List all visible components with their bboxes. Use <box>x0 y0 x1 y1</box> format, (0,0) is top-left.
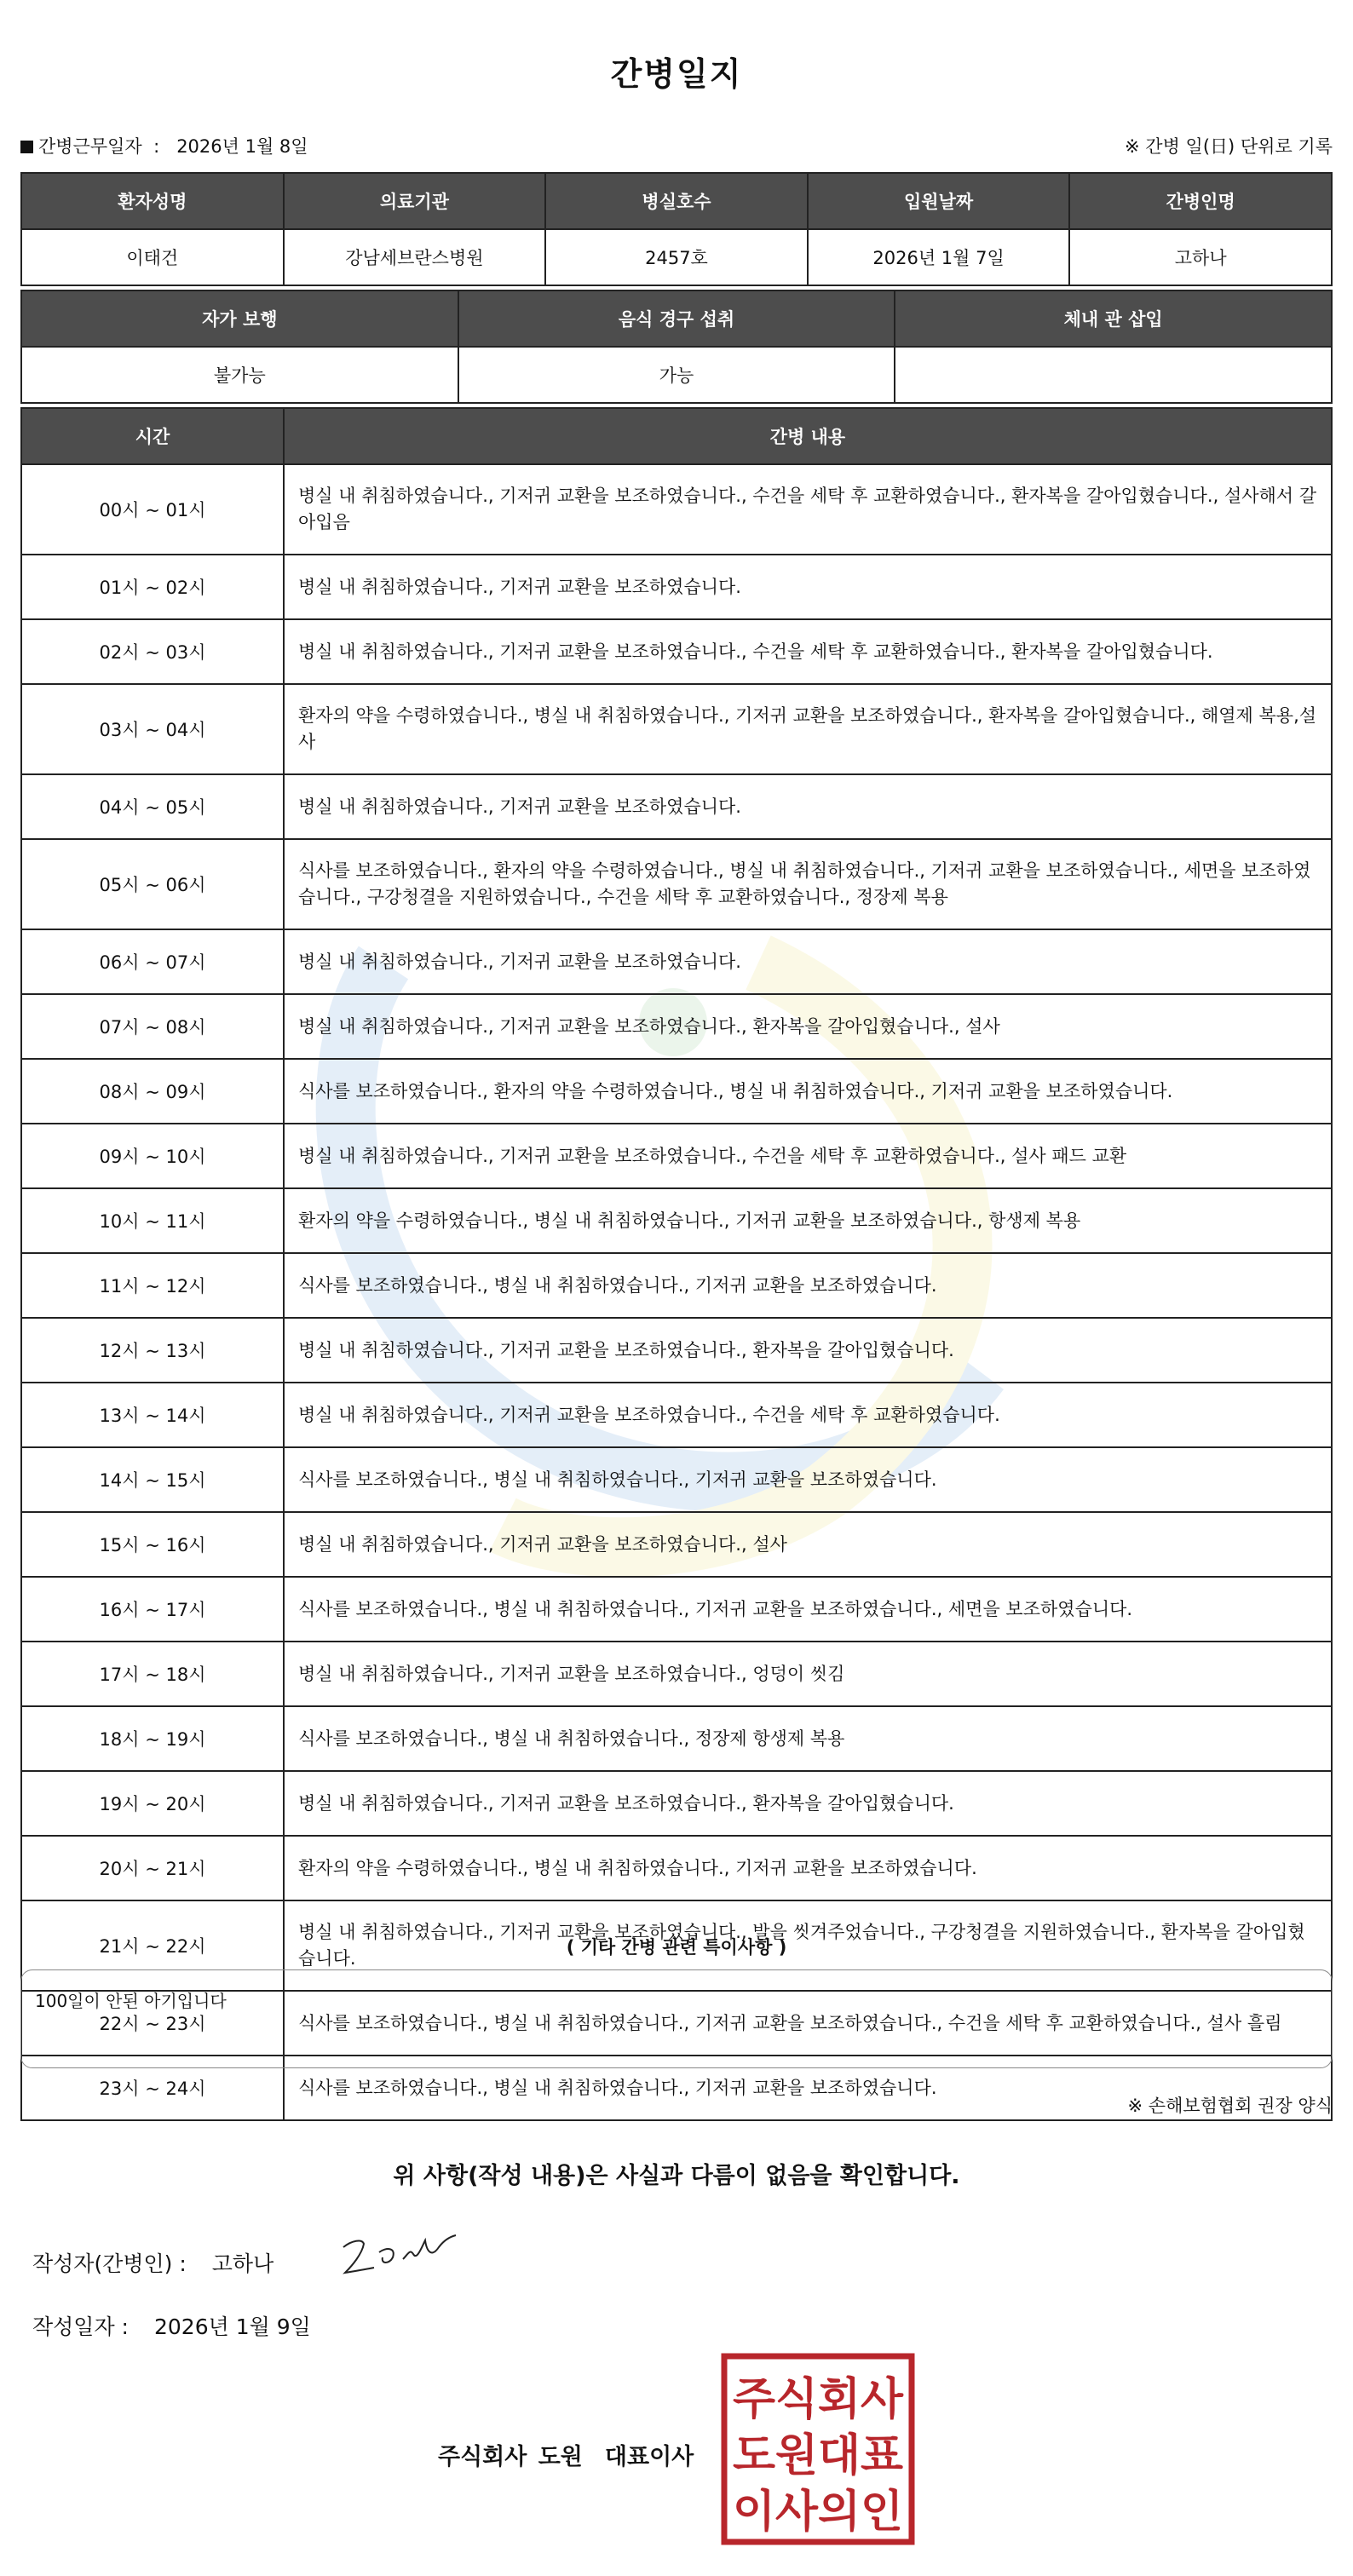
log-row <box>21 994 1332 1059</box>
log-time: 01시 ~ 02시 <box>21 555 284 619</box>
header-caregiver: 간병인명 <box>1069 173 1332 229</box>
log-time: 08시 ~ 09시 <box>21 1059 284 1124</box>
log-content: 식사를 보조하였습니다., 병실 내 취침하였습니다., 기저귀 교환을 보조하였습니다. <box>284 2056 1332 2120</box>
header-time: 시간 <box>21 408 284 464</box>
log-time: 12시 ~ 13시 <box>21 1318 284 1383</box>
caregiver-name: 고하나 <box>1069 229 1332 285</box>
header-care-content: 간병 내용 <box>284 408 1332 464</box>
unit-note: ※ 간병 일(日) 단위로 기록 <box>1125 136 1333 157</box>
log-row <box>21 1124 1332 1188</box>
log-content: 병실 내 취침하였습니다., 기저귀 교환을 보조하였습니다. <box>284 555 1332 619</box>
log-time: 05시 ~ 06시 <box>21 839 284 929</box>
patient-name: 이태건 <box>21 229 284 285</box>
log-row <box>21 1706 1332 1771</box>
page-title: 간병일지 <box>610 55 743 93</box>
log-row <box>21 1318 1332 1383</box>
log-row <box>21 1836 1332 1900</box>
log-row <box>21 1512 1332 1577</box>
log-content: 병실 내 취침하였습니다., 기저귀 교환을 보조하였습니다., 환자복을 갈아입혔습니다. <box>284 1318 1332 1383</box>
log-content: 식사를 보조하였습니다., 환자의 약을 수령하였습니다., 병실 내 취침하였습니다., 기저귀 교환을 보조하였습니다., 세면을 보조하였습니다., 구강청결을 지원하였습니다., 수건을 세탁 후 교환하였습니다., 정장제 복용 <box>284 839 1332 929</box>
self-walking-value: 불가능 <box>21 347 458 403</box>
log-row <box>21 1188 1332 1253</box>
log-time: 11시 ~ 12시 <box>21 1253 284 1318</box>
log-row <box>21 684 1332 774</box>
hospital-name: 강남세브란스병원 <box>284 229 546 285</box>
log-content: 병실 내 취침하였습니다., 기저귀 교환을 보조하였습니다. <box>284 774 1332 839</box>
log-row <box>21 619 1332 684</box>
writer-name: 고하나 <box>211 2251 274 2276</box>
log-row <box>21 774 1332 839</box>
handwritten-signature <box>337 2228 473 2283</box>
log-time: 20시 ~ 21시 <box>21 1836 284 1900</box>
log-content: 병실 내 취침하였습니다., 기저귀 교환을 보조하였습니다., 수건을 세탁 후 교환하였습니다., 환자복을 갈아입혔습니다. <box>284 619 1332 684</box>
log-time: 17시 ~ 18시 <box>21 1642 284 1706</box>
header-tube-insertion: 체내 관 삽입 <box>895 290 1332 347</box>
writing-date-value: 2026년 1월 9일 <box>153 2314 311 2339</box>
log-content: 식사를 보조하였습니다., 병실 내 취침하였습니다., 기저귀 교환을 보조하였습니다. <box>284 1447 1332 1512</box>
admission-date: 2026년 1월 7일 <box>808 229 1070 285</box>
work-date <box>20 133 308 158</box>
svg-text:주식회사: 주식회사 <box>733 2374 904 2425</box>
log-content: 병실 내 취침하였습니다., 기저귀 교환을 보조하였습니다. <box>284 929 1332 994</box>
work-date-value: 2026년 1월 8일 <box>176 136 308 157</box>
patient-status-table <box>20 290 1333 404</box>
tube-insertion-value <box>895 347 1332 403</box>
company-signoff <box>438 2438 694 2471</box>
header-self-walking: 자가 보행 <box>21 290 458 347</box>
log-time: 04시 ~ 05시 <box>21 774 284 839</box>
room-number: 2457호 <box>545 229 808 285</box>
care-log-table <box>20 407 1333 2121</box>
log-content: 병실 내 취침하였습니다., 기저귀 교환을 보조하였습니다., 발을 씻겨주었습니다., 구강청결을 지원하였습니다., 환자복을 갈아입혔습니다. <box>284 1900 1332 1991</box>
log-time: 02시 ~ 03시 <box>21 619 284 684</box>
special-notes-heading: ( 기타 간병 관련 특이사항 ) <box>566 1937 787 1958</box>
log-content: 병실 내 취침하였습니다., 기저귀 교환을 보조하였습니다., 엉덩이 씻김 <box>284 1642 1332 1706</box>
log-time: 18시 ~ 19시 <box>21 1706 284 1771</box>
log-time: 15시 ~ 16시 <box>21 1512 284 1577</box>
log-row <box>21 839 1332 929</box>
confirmation-statement: 위 사항(작성 내용)은 사실과 다름이 없음을 확인합니다. <box>393 2163 960 2189</box>
log-content: 식사를 보조하였습니다., 병실 내 취침하였습니다., 기저귀 교환을 보조하였습니다., 세면을 보조하였습니다. <box>284 1577 1332 1642</box>
log-row <box>21 1059 1332 1124</box>
work-date-label: 간병근무일자 <box>38 136 142 157</box>
log-row <box>21 1447 1332 1512</box>
log-row <box>21 1642 1332 1706</box>
log-content: 병실 내 취침하였습니다., 기저귀 교환을 보조하였습니다., 환자복을 갈아입혔습니다. <box>284 1771 1332 1836</box>
writing-date-line <box>32 2310 311 2341</box>
log-time: 06시 ~ 07시 <box>21 929 284 994</box>
special-notes-box <box>20 1969 1333 2068</box>
recommend-note: ※ 손해보험협회 권장 양식 <box>1127 2096 1333 2116</box>
special-notes-text: 100일이 안된 아기입니다 <box>35 1991 227 2011</box>
writer-label: 작성자(간병인) : <box>32 2251 187 2276</box>
log-content: 병실 내 취침하였습니다., 기저귀 교환을 보조하였습니다., 수건을 세탁 후 교환하였습니다. <box>284 1383 1332 1447</box>
oral-intake-value: 가능 <box>458 347 895 403</box>
writer-line <box>32 2247 273 2278</box>
log-content: 식사를 보조하였습니다., 병실 내 취침하였습니다., 기저귀 교환을 보조하였습니다., 수건을 세탁 후 교환하였습니다., 설사 흘림 <box>284 1991 1332 2056</box>
log-content: 병실 내 취침하였습니다., 기저귀 교환을 보조하였습니다., 수건을 세탁 후 교환하였습니다., 설사 패드 교환 <box>284 1124 1332 1188</box>
work-date-separator: : <box>153 136 160 157</box>
log-row <box>21 1771 1332 1836</box>
log-row <box>21 929 1332 994</box>
log-content: 병실 내 취침하였습니다., 기저귀 교환을 보조하였습니다., 설사 <box>284 1512 1332 1577</box>
log-content: 식사를 보조하였습니다., 병실 내 취침하였습니다., 정장제 항생제 복용 <box>284 1706 1332 1771</box>
log-row <box>21 555 1332 619</box>
log-content: 병실 내 취침하였습니다., 기저귀 교환을 보조하였습니다., 환자복을 갈아입혔습니다., 설사 <box>284 994 1332 1059</box>
log-row <box>21 464 1332 555</box>
log-time: 03시 ~ 04시 <box>21 684 284 774</box>
header-patient-name: 환자성명 <box>21 173 284 229</box>
svg-text:도원대표: 도원대표 <box>733 2430 903 2481</box>
log-row <box>21 1253 1332 1318</box>
patient-info-table <box>20 172 1333 286</box>
log-row <box>21 1383 1332 1447</box>
log-time: 22시 ~ 23시 <box>21 1991 284 2056</box>
log-time: 09시 ~ 10시 <box>21 1124 284 1188</box>
log-time: 21시 ~ 22시 <box>21 1900 284 1991</box>
log-content: 환자의 약을 수령하였습니다., 병실 내 취침하였습니다., 기저귀 교환을 보조하였습니다. <box>284 1836 1332 1900</box>
writing-date-label: 작성일자 : <box>32 2314 129 2339</box>
header-oral-intake: 음식 경구 섭취 <box>458 290 895 347</box>
log-time: 10시 ~ 11시 <box>21 1188 284 1253</box>
log-content: 병실 내 취침하였습니다., 기저귀 교환을 보조하였습니다., 수건을 세탁 후 교환하였습니다., 환자복을 갈아입혔습니다., 설사해서 갈아입음 <box>284 464 1332 555</box>
ceo-title: 대표이사 <box>604 2444 694 2470</box>
square-bullet-icon <box>20 141 33 153</box>
log-time: 14시 ~ 15시 <box>21 1447 284 1512</box>
log-content: 환자의 약을 수령하였습니다., 병실 내 취침하였습니다., 기저귀 교환을 보조하였습니다., 환자복을 갈아입혔습니다., 해열제 복용,설사 <box>284 684 1332 774</box>
svg-text:이사의인: 이사의인 <box>733 2487 903 2538</box>
log-time: 19시 ~ 20시 <box>21 1771 284 1836</box>
log-time: 13시 ~ 14시 <box>21 1383 284 1447</box>
log-row <box>21 1577 1332 1642</box>
log-time: 00시 ~ 01시 <box>21 464 284 555</box>
log-time: 07시 ~ 08시 <box>21 994 284 1059</box>
log-content: 식사를 보조하였습니다., 환자의 약을 수령하였습니다., 병실 내 취침하였습니다., 기저귀 교환을 보조하였습니다. <box>284 1059 1332 1124</box>
company-name: 주식회사 도원 <box>438 2444 583 2470</box>
header-room: 병실호수 <box>545 173 808 229</box>
header-hospital: 의료기관 <box>284 173 546 229</box>
log-time: 23시 ~ 24시 <box>21 2056 284 2120</box>
header-admission-date: 입원날짜 <box>808 173 1070 229</box>
log-time: 16시 ~ 17시 <box>21 1577 284 1642</box>
company-seal-icon <box>721 2353 915 2545</box>
log-content: 환자의 약을 수령하였습니다., 병실 내 취침하였습니다., 기저귀 교환을 보조하였습니다., 항생제 복용 <box>284 1188 1332 1253</box>
log-content: 식사를 보조하였습니다., 병실 내 취침하였습니다., 기저귀 교환을 보조하였습니다. <box>284 1253 1332 1318</box>
